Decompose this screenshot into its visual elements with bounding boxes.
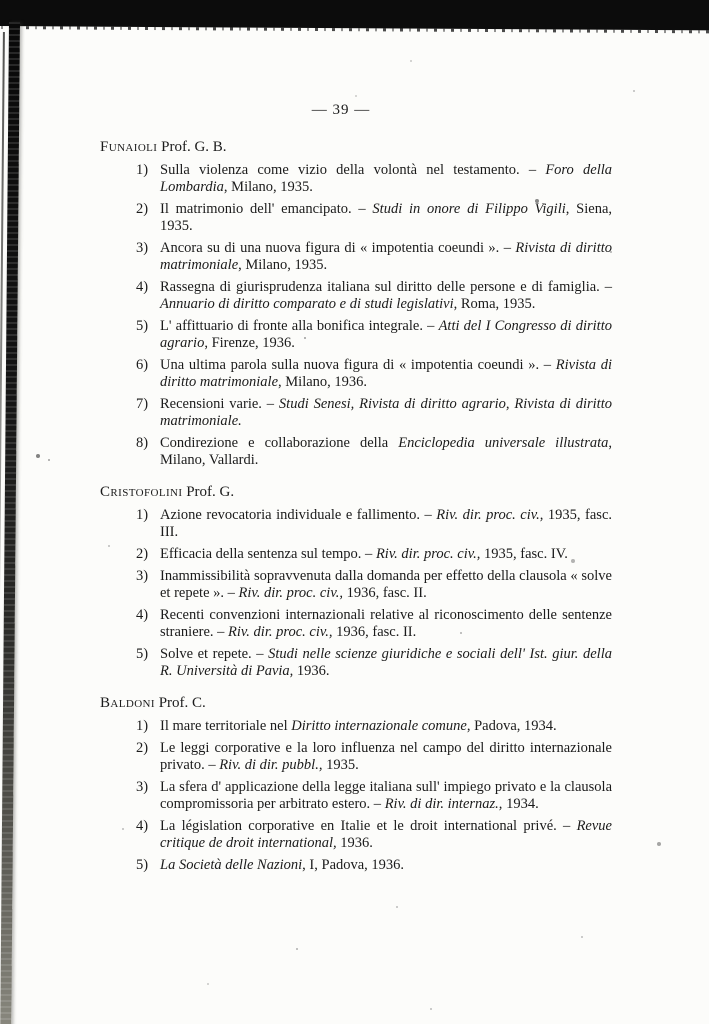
entry-text-segment: Ancora su di una nuova figura di « impotentia coeundi ». – — [160, 240, 516, 256]
entry-text-segment: Recensioni varie. – — [160, 396, 279, 412]
entry-text-segment: 1936. — [336, 835, 373, 851]
entry-text-segment: Il matrimonio dell' emancipato. – — [160, 201, 373, 217]
entry-text-segment: L' affittuario di fronte alla bonifica integrale. – — [160, 318, 439, 334]
bibliography-entry — [136, 435, 612, 469]
bibliography-section-funaioli — [100, 139, 612, 469]
bibliography-entry — [136, 396, 612, 430]
bibliography-entry — [136, 507, 612, 541]
author-title: Prof. G. — [182, 484, 235, 500]
entry-number: 5) — [136, 857, 149, 873]
entry-number: 1) — [136, 507, 149, 523]
entry-text-italic-segment: Diritto internazionale comune — [291, 718, 467, 734]
entry-number: 1) — [136, 162, 149, 178]
author-title: Prof. G. B. — [157, 139, 227, 155]
entry-text-segment: , Firenze, 1936. — [204, 335, 295, 351]
entry-text — [160, 240, 612, 274]
entry-text-segment: , I, Padova, 1936. — [302, 857, 405, 873]
page-content — [100, 102, 612, 874]
entry-text-segment: , Milano, 1935. — [223, 179, 313, 195]
entry-text — [160, 435, 612, 469]
bibliography-entry — [136, 546, 612, 563]
entry-text — [160, 718, 612, 735]
bibliography-entry — [136, 718, 612, 735]
entry-text-segment: , Roma, 1935. — [453, 296, 536, 312]
entry-text-segment: Il mare territoriale nel — [160, 718, 292, 734]
entry-text-italic-segment: Studi nelle scienze giuridiche e sociali dell' Ist. giur. della R. Università di Pavia, — [160, 646, 612, 679]
entry-text — [160, 740, 612, 774]
entry-text-segment: Azione revocatoria individuale e fallimento. – — [160, 507, 437, 523]
entry-text-segment: Una ultima parola sulla nuova figura di « impotentia coeundi ». – — [160, 357, 556, 373]
entry-number: 7) — [136, 396, 149, 412]
entry-text-segment: , Milano, 1936. — [278, 374, 368, 390]
entry-text — [160, 507, 612, 541]
entry-text — [160, 607, 612, 641]
scan-artifact-top-band — [0, 0, 709, 31]
entry-number: 2) — [136, 546, 149, 562]
entry-number: 4) — [136, 279, 149, 295]
entry-number: 3) — [136, 779, 149, 795]
entry-text — [160, 818, 612, 852]
entry-text-italic-segment: Studi in onore di Filippo Vigili — [372, 201, 566, 217]
entry-text-segment: 1936, fasc. II. — [332, 624, 417, 640]
entry-text-italic-segment: Riv. di dir. internaz., — [384, 796, 503, 812]
entry-number: 1) — [136, 718, 149, 734]
bibliography-entry — [136, 779, 612, 813]
entry-number: 8) — [136, 435, 149, 451]
entry-text-segment: , Padova, 1934. — [466, 718, 557, 734]
entry-text-segment: Recenti convenzioni internazionali relative al riconoscimento delle sentenze straniere. – — [160, 607, 612, 640]
entry-text — [160, 162, 612, 196]
bibliography-entry — [136, 279, 612, 313]
bibliography-entry — [136, 607, 612, 641]
entry-number: 3) — [136, 568, 149, 584]
entry-text-segment: Inammissibilità sopravvenuta dalla domanda per effetto della clausola « solve et repete ». – — [160, 568, 612, 601]
bibliography-entry — [136, 646, 612, 680]
entry-text — [160, 568, 612, 602]
author-surname: Baldoni — [100, 695, 155, 711]
entry-number: 5) — [136, 318, 149, 334]
scan-artifact-binding-strip — [0, 22, 20, 1024]
author-surname: Funaioli — [100, 139, 158, 155]
section-heading — [100, 695, 612, 712]
bibliography-entry — [136, 857, 612, 874]
entry-text-italic-segment: Riv. di dir. pubbl., — [219, 757, 323, 773]
entry-text-italic-segment: Annuario di diritto comparato e di studi legislativi — [160, 296, 454, 312]
entry-text-italic-segment: Riv. dir. proc. civ., — [238, 585, 343, 601]
entry-text-italic-segment: Studi Senesi, Rivista di diritto agrario, Rivista di diritto matrimoniale. — [160, 396, 612, 429]
bibliography-entry — [136, 740, 612, 774]
entry-text-segment: Condirezione e collaborazione della — [160, 435, 399, 451]
entry-text-italic-segment: Rivista di diritto matrimoniale — [160, 240, 613, 273]
bibliography-entry — [136, 240, 612, 274]
entry-text-segment: 1935. — [322, 757, 359, 773]
bibliography-sections — [100, 139, 612, 874]
entry-text — [160, 779, 612, 813]
entry-text — [160, 279, 612, 313]
entry-text-italic-segment: Enciclopedia universale illustrata — [398, 435, 609, 451]
entry-number: 6) — [136, 357, 149, 373]
bibliography-entry — [136, 318, 612, 352]
entry-text — [160, 396, 612, 430]
scan-artifact-speckles — [0, 0, 2, 2]
entry-text-italic-segment: Rivista di diritto matrimoniale — [160, 357, 612, 390]
entry-text-italic-segment: Foro della Lombardia — [160, 162, 612, 195]
entry-text — [160, 646, 612, 680]
entry-text-segment: Sulla violenza come vizio della volontà nel testamento. – — [160, 162, 546, 178]
entry-text-italic-segment: La Società delle Nazioni — [160, 857, 303, 873]
bibliography-section-baldoni — [100, 695, 612, 874]
bibliography-entry — [136, 162, 612, 196]
entry-text-segment: , Siena, 1935. — [160, 201, 612, 234]
entry-text — [160, 318, 612, 352]
entry-text-segment: , Milano, 1935. — [238, 257, 328, 273]
entry-text-segment: La législation corporative en Italie et le droit international privé. – — [160, 818, 577, 834]
entry-number: 2) — [136, 740, 149, 756]
entry-text-segment: 1935, fasc. IV. — [480, 546, 568, 562]
entry-text-segment: , Milano, Vallardi. — [160, 435, 612, 468]
entry-text-italic-segment: Revue critique de droit international, — [160, 818, 612, 851]
entry-text-segment: 1934. — [502, 796, 539, 812]
entry-text — [160, 857, 612, 874]
entry-text-italic-segment: Riv. dir. proc. civ., — [375, 546, 481, 562]
entry-text-segment: Rassegna di giurisprudenza italiana sul diritto delle persone e di famiglia. – — [160, 279, 612, 295]
entry-text — [160, 546, 612, 563]
author-title: Prof. C. — [154, 695, 206, 711]
entry-text-segment: 1936. — [293, 663, 330, 679]
entry-text-segment: 1936, fasc. II. — [342, 585, 427, 601]
bibliography-entry — [136, 568, 612, 602]
entry-text-italic-segment: Riv. dir. proc. civ., — [228, 624, 333, 640]
section-heading — [100, 139, 612, 156]
entry-number: 2) — [136, 201, 149, 217]
page-number: — 39 — — [311, 102, 371, 118]
entry-text-segment: Solve et repete. – — [160, 646, 269, 662]
bibliography-entry — [136, 357, 612, 391]
entry-text-italic-segment: Atti del I Congresso di diritto agrario — [160, 318, 612, 351]
entry-text — [160, 201, 612, 235]
section-heading — [100, 484, 612, 501]
entry-text-segment: La sfera d' applicazione della legge italiana sull' impiego privato e la clausola compromissoria per arbitrato estero. – — [160, 779, 612, 812]
bibliography-entry — [136, 201, 612, 235]
entry-number: 4) — [136, 607, 149, 623]
entry-text — [160, 357, 612, 391]
bibliography-entry — [136, 818, 612, 852]
entry-text-segment: Le leggi corporative e la loro influenza nel campo del diritto internazionale privato. – — [160, 740, 612, 773]
entry-text-segment: 1935, fasc. III. — [160, 507, 613, 540]
entry-number: 3) — [136, 240, 149, 256]
bibliography-section-cristofolini — [100, 484, 612, 680]
author-surname: Cristofolini — [100, 484, 183, 500]
entry-number: 4) — [136, 818, 149, 834]
entry-text-segment: Efficacia della sentenza sul tempo. – — [160, 546, 376, 562]
entry-text-italic-segment: Riv. dir. proc. civ., — [436, 507, 544, 523]
entry-number: 5) — [136, 646, 149, 662]
